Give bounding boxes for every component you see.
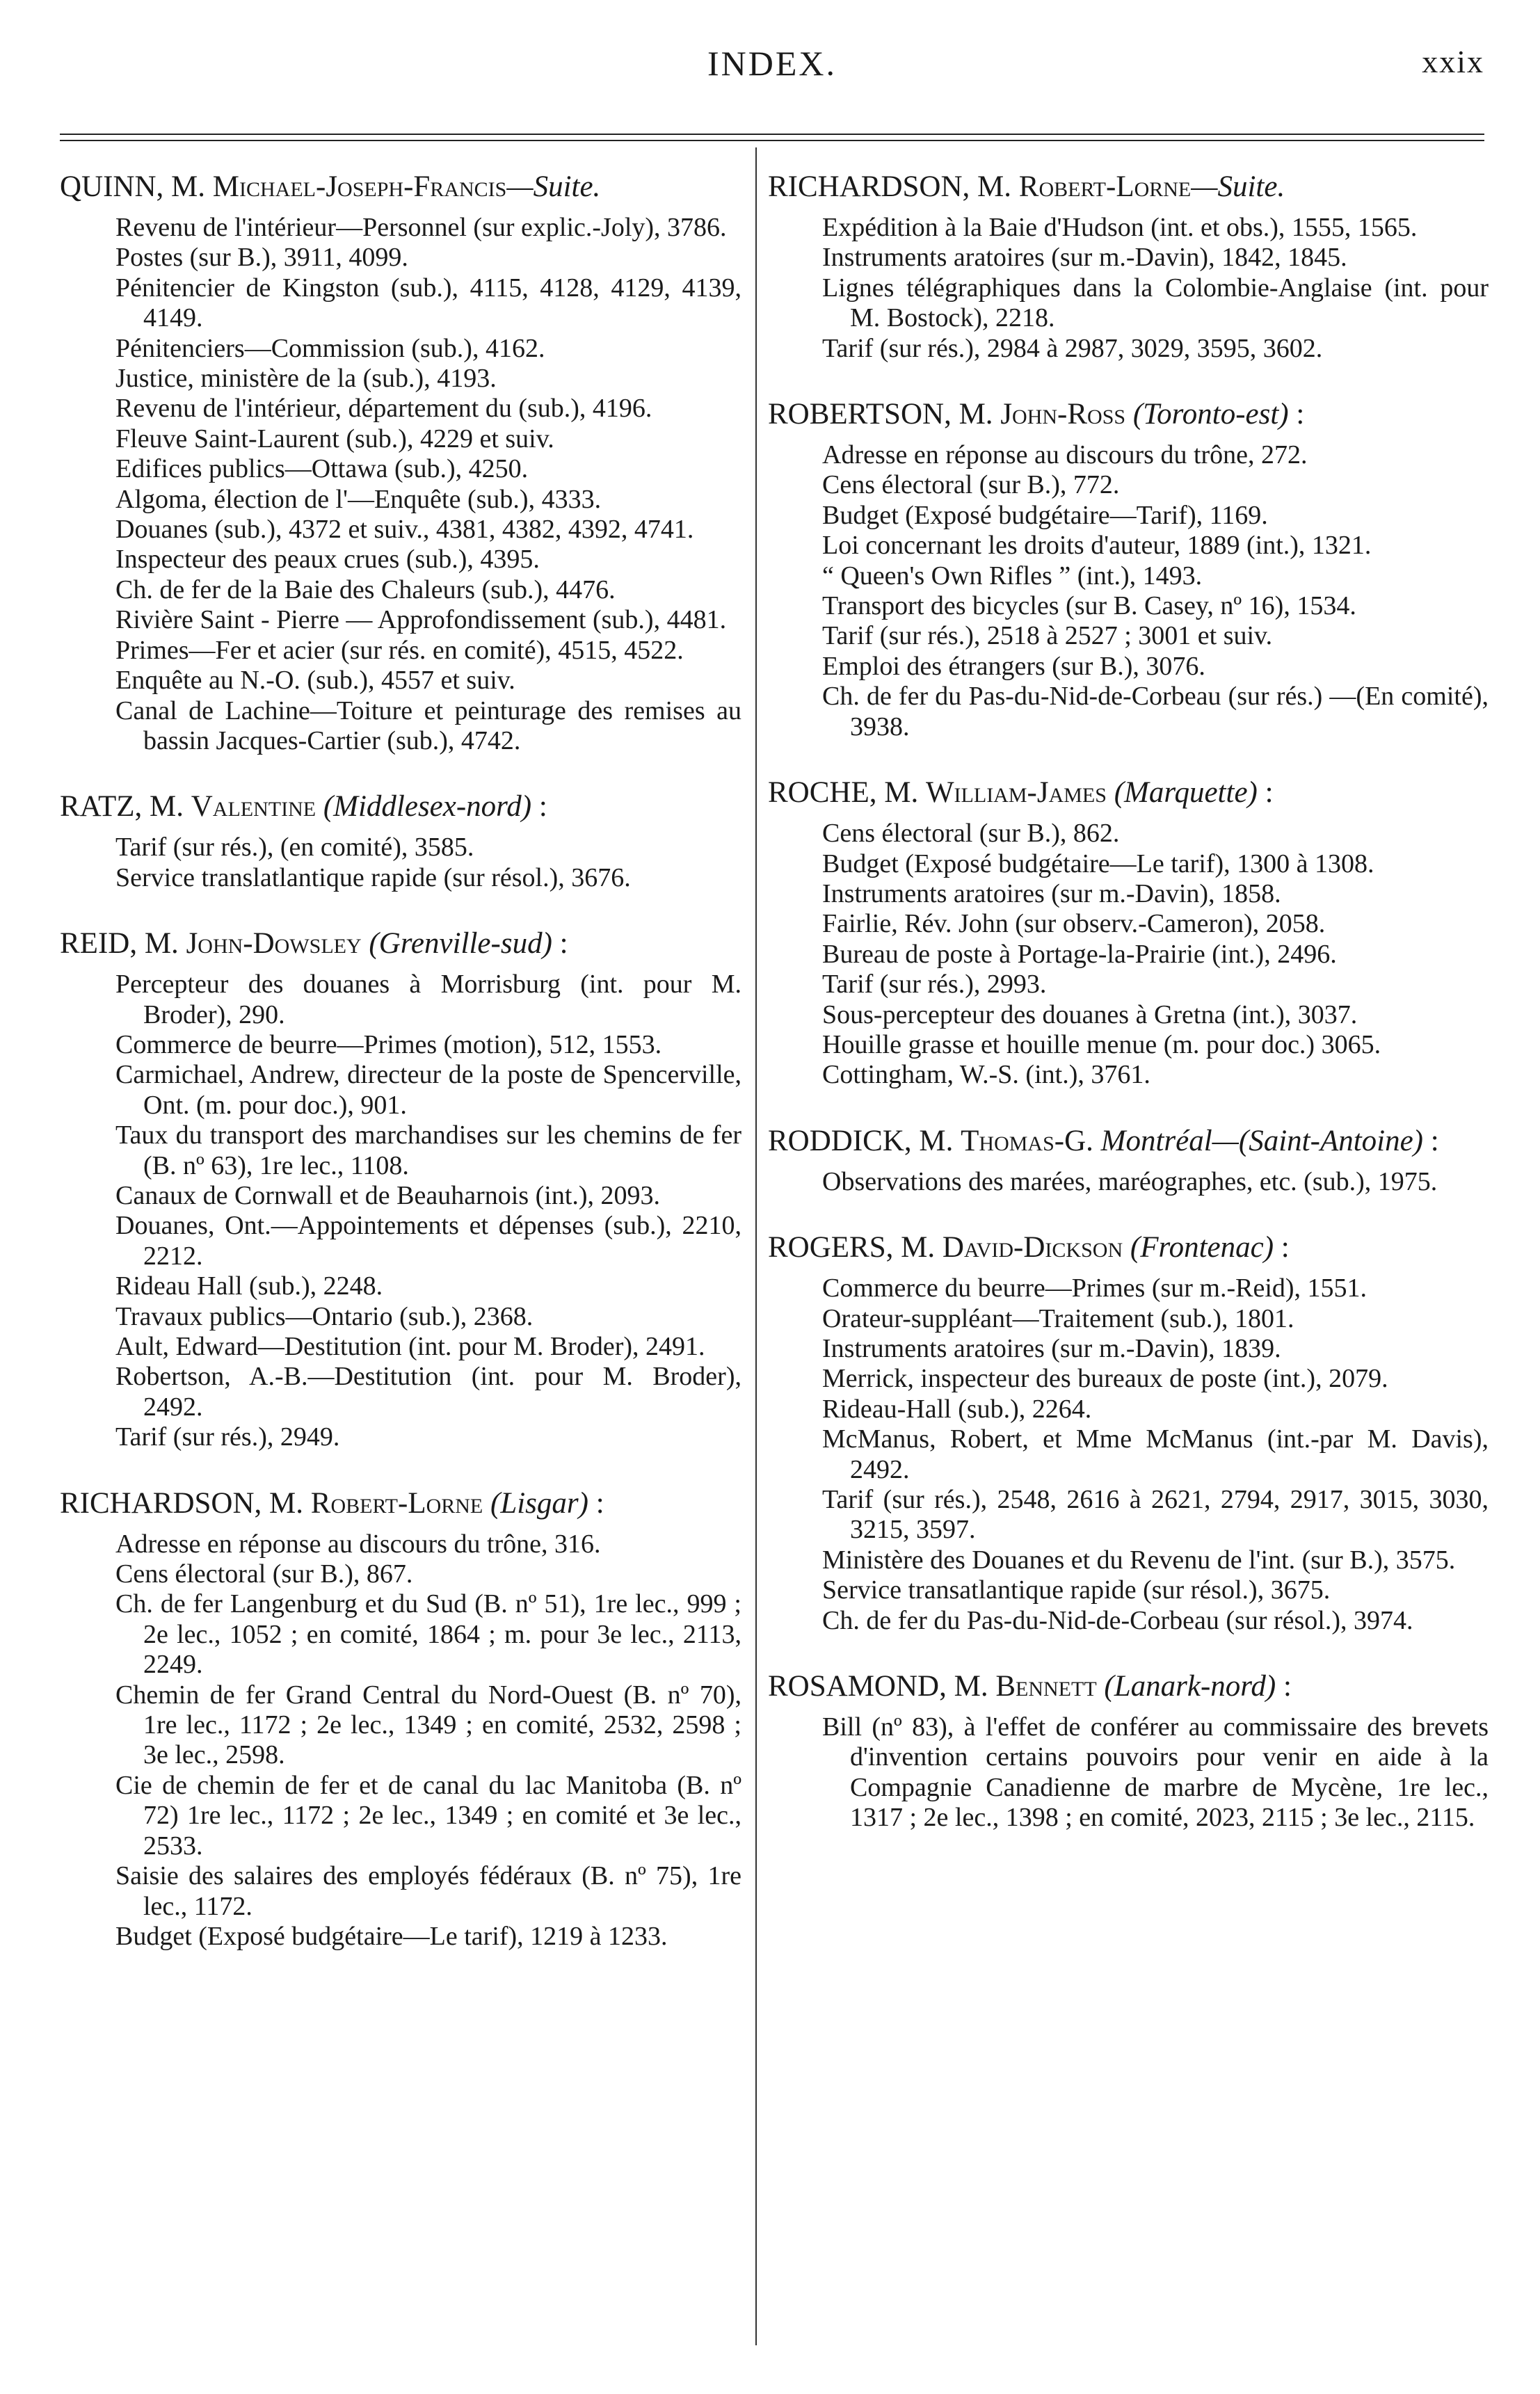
index-item: Ministère des Douanes et du Revenu de l'int. (sur B.), 3575. bbox=[822, 1545, 1456, 1575]
index-item: Budget (Exposé budgétaire—Le tarif), 1219 à 1233. bbox=[115, 1921, 668, 1951]
index-item: Cie de chemin de fer et de canal du lac Manitoba (B. nº 72) 1re lec., 1172 ; 2e lec., 1349 ; en comité et 3e lec., 2533. bbox=[115, 1770, 741, 1861]
index-item: Tarif (sur rés.), 2548, 2616 à 2621, 2794, 2917, 3015, 3030, 3215, 3597. bbox=[822, 1485, 1489, 1545]
index-item: Canaux de Cornwall et de Beauharnois (int.), 2093. bbox=[115, 1180, 661, 1210]
member-title: M. bbox=[959, 398, 993, 431]
index-item: Saisie des salaires des employés fédéraux (B. nº 75), 1re lec., 1172. bbox=[115, 1861, 741, 1921]
entry-heading: RICHARDSON, M. Robert-Lorne—Suite. bbox=[768, 170, 1285, 203]
entry-heading: ROGERS, M. David-Dickson (Frontenac) : bbox=[768, 1231, 1290, 1264]
member-surname: ROCHE bbox=[768, 776, 869, 810]
member-first-names: Michael-Joseph-Francis bbox=[212, 170, 507, 203]
index-item: Canal de Lachine—Toiture et peinturage des remises au bassin Jacques-Cartier (sub.), 4742. bbox=[115, 696, 741, 755]
index-item: Tarif (sur rés.), 2518 à 2527 ; 3001 et suiv. bbox=[822, 621, 1273, 651]
index-item: Sous-percepteur des douanes à Gretna (int.), 3037. bbox=[822, 999, 1358, 1029]
index-item: Pénitenciers—Commission (sub.), 4162. bbox=[115, 333, 545, 363]
index-item: Adresse en réponse au discours du trône, 272. bbox=[822, 440, 1308, 470]
index-item: Pénitencier de Kingston (sub.), 4115, 4128, 4129, 4139, 4149. bbox=[115, 273, 741, 333]
index-item: Rideau Hall (sub.), 2248. bbox=[115, 1271, 383, 1301]
index-item: Primes—Fer et acier (sur rés. en comité), 4515, 4522. bbox=[115, 635, 684, 665]
index-item: Edifices publics—Ottawa (sub.), 4250. bbox=[115, 454, 529, 484]
index-item: Commerce du beurre—Primes (sur m.-Reid), 1551. bbox=[822, 1274, 1367, 1303]
index-item: Transport des bicycles (sur B. Casey, nº 16), 1534. bbox=[822, 591, 1356, 621]
member-first-names: John-Ross bbox=[1000, 398, 1126, 431]
entry-heading: RATZ, M. Valentine (Middlesex-nord) : bbox=[60, 790, 547, 824]
member-surname: ROSAMOND bbox=[768, 1670, 940, 1703]
index-item: Rivière Saint - Pierre — Approfondissement (sub.), 4481. bbox=[115, 605, 727, 635]
member-surname: RICHARDSON bbox=[60, 1486, 255, 1520]
member-title: M. bbox=[269, 1486, 304, 1520]
index-entry bbox=[768, 1228, 1489, 1636]
entry-heading: QUINN, M. Michael-Joseph-Francis—Suite. bbox=[60, 170, 601, 203]
member-riding: —Suite. bbox=[1191, 170, 1285, 203]
header-rule-bottom bbox=[60, 140, 1484, 141]
entry-heading: ROCHE, M. William-James (Marquette) : bbox=[768, 776, 1274, 810]
index-item: Chemin de fer Grand Central du Nord-Ouest (B. nº 70), 1re lec., 1172 ; 2e lec., 1349 ; en comité, 2532, 2598 ; 3e lec., 2598. bbox=[115, 1680, 741, 1770]
index-item: Tarif (sur rés.), (en comité), 3585. bbox=[115, 833, 474, 862]
index-item: Budget (Exposé budgétaire—Le tarif), 1300 à 1308. bbox=[822, 849, 1374, 878]
entry-heading: RODDICK, M. Thomas-G. Montréal—(Saint-Antoine) : bbox=[768, 1124, 1439, 1157]
index-entry bbox=[768, 1121, 1489, 1197]
member-title: M. bbox=[954, 1670, 988, 1703]
right-column bbox=[768, 167, 1489, 1864]
index-item: Service transatlantique rapide (sur résol.), 3675. bbox=[822, 1575, 1331, 1605]
index-item: Taux du transport des marchandises sur les chemins de fer (B. nº 63), 1re lec., 1108. bbox=[115, 1120, 741, 1180]
member-riding: (Middlesex-nord) bbox=[323, 790, 532, 824]
index-entry bbox=[60, 1484, 741, 1952]
index-entry bbox=[768, 1666, 1489, 1833]
page-number: xxix bbox=[1422, 44, 1484, 79]
member-surname: ROBERTSON bbox=[768, 398, 945, 431]
index-item: Travaux publics—Ontario (sub.), 2368. bbox=[115, 1301, 534, 1331]
heading-colon: : bbox=[1257, 776, 1274, 810]
member-surname: REID bbox=[60, 927, 130, 961]
member-title: M. bbox=[977, 170, 1012, 203]
member-first-names: Robert-Lorne bbox=[1018, 170, 1192, 203]
index-entry bbox=[60, 167, 741, 756]
index-entry bbox=[768, 394, 1489, 742]
index-item: Budget (Exposé budgétaire—Tarif), 1169. bbox=[822, 500, 1268, 530]
index-item: Cens électoral (sur B.), 862. bbox=[822, 819, 1120, 849]
member-first-names: Bennett bbox=[995, 1670, 1097, 1703]
index-item: Houille grasse et houille menue (m. pour doc.) 3065. bbox=[822, 1029, 1381, 1059]
member-title: M. bbox=[919, 1124, 954, 1157]
member-riding: (Grenville-sud) bbox=[369, 927, 552, 961]
index-item: Bureau de poste à Portage-la-Prairie (int.), 2496. bbox=[822, 939, 1337, 969]
entry-heading: ROSAMOND, M. Bennett (Lanark-nord) : bbox=[768, 1670, 1292, 1703]
heading-colon: : bbox=[1276, 1670, 1292, 1703]
index-item: Percepteur des douanes à Morrisburg (int. pour M. Broder), 290. bbox=[115, 970, 741, 1029]
heading-colon: : bbox=[588, 1486, 604, 1520]
entry-heading: REID, M. John-Dowsley (Grenville-sud) : bbox=[60, 927, 568, 961]
index-item: Cottingham, W.-S. (int.), 3761. bbox=[822, 1060, 1150, 1090]
index-item: Instruments aratoires (sur m.-Davin), 1839. bbox=[822, 1333, 1281, 1363]
heading-colon: : bbox=[1423, 1124, 1439, 1157]
index-item: Ch. de fer du Pas-du-Nid-de-Corbeau (sur résol.), 3974. bbox=[822, 1605, 1413, 1635]
index-entry bbox=[768, 773, 1489, 1091]
member-first-names: David-Dickson bbox=[942, 1231, 1123, 1264]
member-title: M. bbox=[150, 790, 184, 824]
member-riding: (Lisgar) bbox=[490, 1486, 588, 1520]
index-item: Instruments aratoires (sur m.-Davin), 1842, 1845. bbox=[822, 243, 1347, 273]
member-riding: (Frontenac) bbox=[1130, 1231, 1274, 1264]
index-item: Merrick, inspecteur des bureaux de poste (int.), 2079. bbox=[822, 1364, 1388, 1394]
header-rule-top bbox=[60, 134, 1484, 135]
member-surname: QUINN bbox=[60, 170, 157, 203]
index-item: Ault, Edward—Destitution (int. pour M. Broder), 2491. bbox=[115, 1332, 705, 1361]
index-item: Ch. de fer de la Baie des Chaleurs (sub.), 4476. bbox=[115, 575, 616, 604]
member-title: M. bbox=[171, 170, 206, 203]
heading-colon: : bbox=[1288, 398, 1305, 431]
index-item: Ch. de fer du Pas-du-Nid-de-Corbeau (sur rés.) —(En comité), 3938. bbox=[822, 682, 1489, 741]
index-item: Loi concernant les droits d'auteur, 1889 (int.), 1321. bbox=[822, 531, 1372, 561]
member-first-names: Robert-Lorne bbox=[310, 1486, 483, 1520]
heading-colon: : bbox=[531, 790, 547, 824]
index-item: Revenu de l'intérieur—Personnel (sur explic.-Joly), 3786. bbox=[115, 213, 727, 242]
index-item: Observations des marées, maréographes, etc. (sub.), 1975. bbox=[822, 1166, 1438, 1196]
index-item: Inspecteur des peaux crues (sub.), 4395. bbox=[115, 545, 540, 575]
index-item: Tarif (sur rés.), 2949. bbox=[115, 1422, 340, 1452]
column-divider bbox=[755, 147, 757, 2345]
member-riding: (Lanark-nord) bbox=[1104, 1670, 1276, 1703]
index-item: Tarif (sur rés.), 2993. bbox=[822, 970, 1047, 999]
entry-heading: RICHARDSON, M. Robert-Lorne (Lisgar) : bbox=[60, 1486, 604, 1520]
member-surname: RATZ bbox=[60, 790, 135, 824]
index-item: Cens électoral (sur B.), 772. bbox=[822, 470, 1120, 500]
page-header bbox=[60, 43, 1484, 99]
index-item: Lignes télégraphiques dans la Colombie-Anglaise (int. pour M. Bostock), 2218. bbox=[822, 273, 1489, 333]
index-item: Postes (sur B.), 3911, 4099. bbox=[115, 243, 408, 273]
member-first-names: Thomas-G. bbox=[961, 1124, 1093, 1157]
index-item: “ Queen's Own Rifles ” (int.), 1493. bbox=[822, 561, 1203, 591]
member-riding: Montréal—(Saint-Antoine) bbox=[1100, 1124, 1424, 1157]
member-surname: RODDICK bbox=[768, 1124, 904, 1157]
member-title: M. bbox=[901, 1231, 936, 1264]
member-title: M. bbox=[884, 776, 919, 810]
index-item: Carmichael, Andrew, directeur de la poste de Spencerville, Ont. (m. pour doc.), 901. bbox=[115, 1060, 741, 1120]
index-item: Orateur-suppléant—Traitement (sub.), 1801. bbox=[822, 1303, 1294, 1333]
left-column bbox=[60, 167, 741, 1982]
member-surname: ROGERS bbox=[768, 1231, 886, 1264]
index-entry bbox=[60, 787, 741, 893]
member-riding: (Marquette) bbox=[1114, 776, 1258, 810]
index-item: Algoma, élection de l'—Enquête (sub.), 4333. bbox=[115, 484, 602, 514]
member-title: M. bbox=[144, 927, 179, 961]
index-entry bbox=[60, 924, 741, 1453]
index-item: Rideau-Hall (sub.), 2264. bbox=[822, 1394, 1092, 1424]
member-riding: (Toronto-est) bbox=[1132, 398, 1289, 431]
index-item: Tarif (sur rés.), 2984 à 2987, 3029, 3595, 3602. bbox=[822, 333, 1323, 363]
index-item: Douanes, Ont.—Appointements et dépenses (sub.), 2210, 2212. bbox=[115, 1211, 741, 1271]
member-first-names: John-Dowsley bbox=[186, 927, 362, 961]
index-item: Fairlie, Rév. John (sur observ.-Cameron), 2058. bbox=[822, 909, 1326, 939]
index-item: Fleuve Saint-Laurent (sub.), 4229 et suiv. bbox=[115, 424, 554, 453]
index-item: Cens électoral (sur B.), 867. bbox=[115, 1559, 413, 1589]
member-riding: —Suite. bbox=[506, 170, 601, 203]
member-first-names: William-James bbox=[925, 776, 1107, 810]
heading-colon: : bbox=[1274, 1231, 1290, 1264]
index-item: Commerce de beurre—Primes (motion), 512, 1553. bbox=[115, 1029, 662, 1059]
index-item: Ch. de fer Langenburg et du Sud (B. nº 51), 1re lec., 999 ; 2e lec., 1052 ; en comité, 1864 ; m. pour 3e lec., 2113, 2249. bbox=[115, 1589, 741, 1680]
index-item: Justice, ministère de la (sub.), 4193. bbox=[115, 364, 497, 394]
index-entry bbox=[768, 167, 1489, 364]
index-item: Enquête au N.-O. (sub.), 4557 et suiv. bbox=[115, 666, 515, 696]
index-item: Instruments aratoires (sur m.-Davin), 1858. bbox=[822, 878, 1281, 908]
index-item: Bill (nº 83), à l'effet de conférer au commissaire des brevets d'invention certains pouvoirs pour venir en aide à la Compagnie Canadienne de marbre de Mycène, 1re lec., 1317 ; 2e lec., 1398 ; en comité, 2023, 2115 ; 3e lec., 2115. bbox=[822, 1712, 1489, 1833]
index-item: Adresse en réponse au discours du trône, 316. bbox=[115, 1529, 601, 1559]
index-item: McManus, Robert, et Mme McManus (int.-par M. Davis), 2492. bbox=[822, 1424, 1489, 1484]
entry-heading: ROBERTSON, M. John-Ross (Toronto-est) : bbox=[768, 398, 1305, 431]
member-surname: RICHARDSON bbox=[768, 170, 963, 203]
index-item: Douanes (sub.), 4372 et suiv., 4381, 4382, 4392, 4741. bbox=[115, 515, 694, 545]
member-first-names: Valentine bbox=[191, 790, 316, 824]
index-item: Expédition à la Baie d'Hudson (int. et obs.), 1555, 1565. bbox=[822, 213, 1418, 242]
index-item: Emploi des étrangers (sur B.), 3076. bbox=[822, 651, 1205, 681]
index-item: Service translatlantique rapide (sur résol.), 3676. bbox=[115, 862, 631, 892]
index-item: Robertson, A.-B.—Destitution (int. pour M. Broder), 2492. bbox=[115, 1362, 741, 1422]
page-title: INDEX. bbox=[707, 44, 837, 83]
index-item: Revenu de l'intérieur, département du (sub.), 4196. bbox=[115, 394, 652, 424]
heading-colon: : bbox=[552, 927, 568, 961]
